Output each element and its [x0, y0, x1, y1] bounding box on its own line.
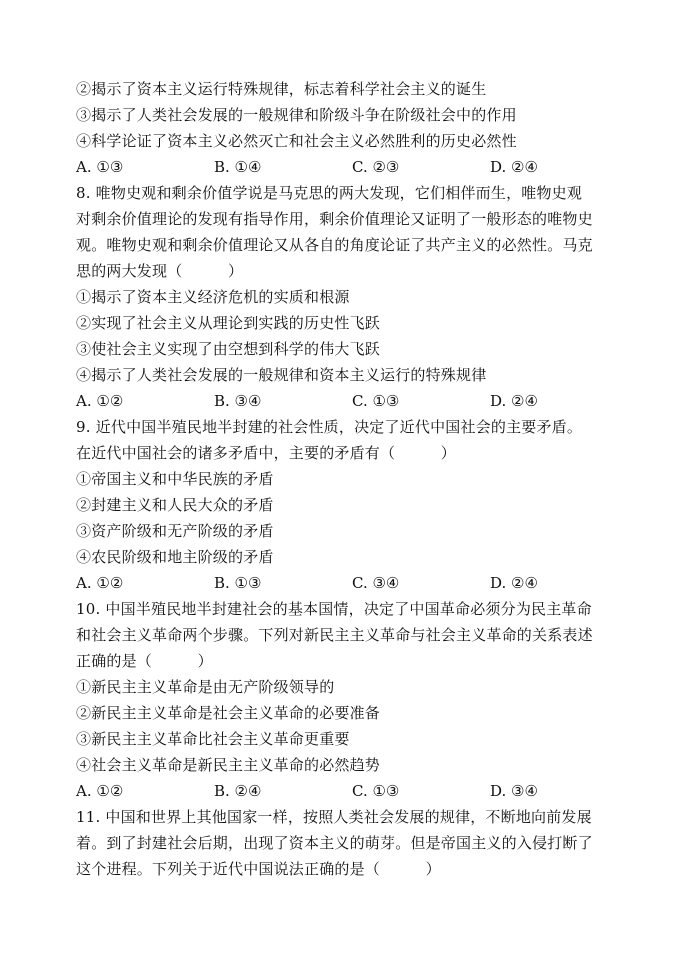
- text-line: ②揭示了资本主义运行特殊规律，标志着科学社会主义的诞生: [76, 80, 487, 98]
- answer-options-row: [76, 570, 616, 596]
- answer-option: A. ①②: [76, 574, 124, 592]
- answer-option: C. ①③: [352, 392, 400, 410]
- text-line: 和社会主义革命两个步骤。下列对新民主主义革命与社会主义革命的关系表述: [76, 626, 593, 644]
- document-page: [76, 76, 616, 882]
- text-line: ①揭示了资本主义经济危机的实质和根源: [76, 288, 350, 306]
- answer-option: D. ③④: [490, 782, 538, 800]
- text-line: ④科学论证了资本主义必然灭亡和社会主义必然胜利的历史必然性: [76, 132, 517, 150]
- answer-option: C. ③④: [352, 574, 400, 592]
- text-line: 8. 唯物史观和剩余价值学说是马克思的两大发现，它们相伴而生，唯物史观: [76, 184, 583, 202]
- text-line: ③使社会主义实现了由空想到科学的伟大飞跃: [76, 340, 381, 358]
- answer-option: C. ②③: [352, 158, 400, 176]
- text-line: 11. 中国和世界上其他国家一样，按照人类社会发展的规律，不断地向前发展: [76, 808, 592, 826]
- answer-option: B. ②④: [214, 782, 262, 800]
- answer-options-row: [76, 388, 616, 414]
- text-line: 对剩余价值理论的发现有指导作用，剩余价值理论又证明了一般形态的唯物史: [76, 210, 593, 228]
- text-line: ③资产阶级和无产阶级的矛盾: [76, 522, 274, 540]
- answer-options-row: [76, 778, 616, 804]
- answer-option: B. ①④: [214, 158, 262, 176]
- answer-option: D. ②④: [490, 392, 538, 410]
- text-line: ③新民主主义革命比社会主义革命更重要: [76, 730, 350, 748]
- answer-option: D. ②④: [490, 158, 538, 176]
- answer-option: A. ①②: [76, 392, 124, 410]
- text-line: ①帝国主义和中华民族的矛盾: [76, 470, 274, 488]
- text-line: 思的两大发现（ ）: [76, 262, 244, 280]
- text-line: 这个进程。下列关于近代中国说法正确的是（ ）: [76, 860, 441, 878]
- text-line: ①新民主主义革命是由无产阶级领导的: [76, 678, 335, 696]
- text-line: 着。到了封建社会后期，出现了资本主义的萌芽。但是帝国主义的入侵打断了: [76, 834, 593, 852]
- answer-options-row: [76, 154, 616, 180]
- answer-option: B. ③④: [214, 392, 262, 410]
- text-line: ②实现了社会主义从理论到实践的历史性飞跃: [76, 314, 381, 332]
- text-line: ④农民阶级和地主阶级的矛盾: [76, 548, 274, 566]
- text-line: ④揭示了人类社会发展的一般规律和资本主义运行的特殊规律: [76, 366, 487, 384]
- answer-option: A. ①②: [76, 782, 124, 800]
- text-line: ②封建主义和人民大众的矛盾: [76, 496, 274, 514]
- answer-option: D. ②④: [490, 574, 538, 592]
- text-line: 正确的是（ ）: [76, 652, 213, 670]
- text-line: 9. 近代中国半殖民地半封建的社会性质，决定了近代中国社会的主要矛盾。: [76, 418, 583, 436]
- answer-option: A. ①③: [76, 158, 124, 176]
- text-line: ③揭示了人类社会发展的一般规律和阶级斗争在阶级社会中的作用: [76, 106, 517, 124]
- answer-option: B. ①③: [214, 574, 262, 592]
- text-line: ④社会主义革命是新民主主义革命的必然趋势: [76, 756, 381, 774]
- answer-option: C. ①③: [352, 782, 400, 800]
- text-line: 10. 中国半殖民地半封建社会的基本国情，决定了中国革命必须分为民主革命: [76, 600, 592, 618]
- text-line: 在近代中国社会的诸多矛盾中，主要的矛盾有（ ）: [76, 444, 457, 462]
- text-line: ②新民主主义革命是社会主义革命的必要准备: [76, 704, 381, 722]
- text-line: 观。唯物史观和剩余价值理论又从各自的角度论证了共产主义的必然性。马克: [76, 236, 593, 254]
